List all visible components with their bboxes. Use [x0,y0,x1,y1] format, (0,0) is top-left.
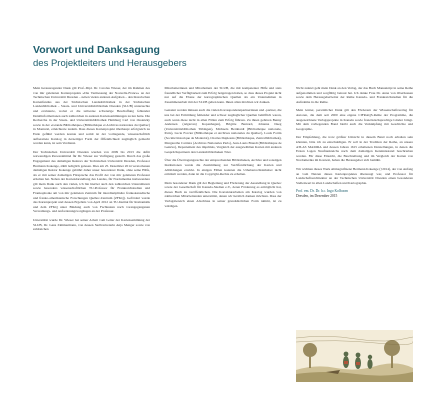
column-3 [296,86,413,386]
engraving-figure [296,330,413,382]
page-subtitle: des Projektleiters und Herausgebers [33,58,187,69]
signature-name: Prof. em. Dr. Dr. h.c. Ingo Kolboom [296,189,349,194]
paragraph: Mein herausragender Dank gilt Prof.-Dipl. Dr. Carolus Wieser, der im Rahmen des von mir geleiteten Kartenprojekts »Die Vermessung der Nouvelle-France« an der Technischen Universität Dresden – neben vielen anderen Aufgaben – den historischen Kartenfundus aus der Sächsischen Landesbibliothek in der Sächsischen Landesbibliothek – Staats- und Universitätsbibliothek Dresden (SLUB) untersuchte und evaluierte, wobei er die teilweise schwierige Beschaffung fehlender Detailinformationen auch zahlreichen in auderen Kartensammlungen zu tun hatte. Die Recherche in der Staats- und Universitätsbibliothek Hamburg Carl von Ossietzky sowie in der »Grande Bibliothèque« (Bibliothèque et Archives nationales du Québec) in Montréal, erleichterte zudem. Dass dieses Kartenprojekt überhaupt erfolgreich zu Ende geführt werden konnte und somit ist der vorliegende, wissenschaftlich aufbereitete Katalog in derzeitiger Form der Öffentlichkeit zugänglich gemacht werden kann, ist sein Verdienst. [33,86,150,146]
column-2 [165,86,282,386]
heading-block [33,44,413,70]
column-1 [33,86,150,386]
signature-block [296,189,413,199]
paragraph: Genannt werden müssen auch die vielen Korrespondenzpartnerinnen und -partner, die uns bei der Ermittlung fehlender und schwer zugänglicher Quellen behilflich waren, auch wenn diese nicht in allen Fällen zum Erfolg führten. Zu ihnen gehören Benny Andersen (Algarsvej Kopenhagen), Brigitte Bernard, Johanna Deeg (Universitätsbibliothek Tübingen), Michaela Bernhardt (Bibliothèque nationale, Paris), Lucie Forcier (Bibliothèque et Archives nationales du Québec), Louis Fortin (Société historique de Montréal), Charles Duplessis (Bibliothèque, Zentralbibliothek), Margaretha Carrière (Archives Nationales Paris), Jean-Louis Brandt (Bibliothèque de Genève), Departement des imprimés, Vergleich der ausgewählten Karten mit anderen Gesprächspartnern den Landesbibliotheken Trier. [164,108,282,154]
paragraph: Mein besonderer Dank gilt der Begleitung und Förderung der Ausstellung in Quebec sowie der Gesellschaft für Kanada-Studien e.V., deren Förderung es ermöglicht hat, dieses Buch zu veröffentlichen. Die Korrekturarbeiten am Katalog wurden von zahlreichen Mitarbeitenden unterstützt, denen wir herzlich danken möchten. Dass der Verlagsbereich einen Abschluss in seiner grundsätzlichen Form nimmt, ist zu würdigen. [164,180,282,208]
paragraph: Unterstützt wurde Dr. Wieser bei seiner Arbeit vom Leiter der Kartensammlung der SLUB, Dr. Gans Zimmermann, von dessen Stellvertreterin Anja Menger sowie von zahlreichen [33,218,150,232]
paragraph: Der Technischen Universität Dresden wurden von 2009 bis 2013 die dafür notwendigen Personalmittel für Dr. Wieser zur Verfügung gestellt. Durch das große Engagement des damaligen Rektors der Technischen Universität Dresden, Professor Hermann Kokenge, zählt lediglich gelesen. Dies am 25. Dezember 2014 verstorbenen damaligen Rektor Kokenge gebührt daher unser besonderer Dank, ohne seine Hilfe, als er mit seiner damaligen Fürsprache das Profil der von mir geleiteten Professur erhalten hat. Neben der Kartendarstellung des Landes, für Nordamerika insbesondere gilt mein Dank auch den vielen, ich bin hierbei auch den zahlreichen Unterstützern sowie besonders wissenschaftlichen TU-Professor für Frankreichstudien und Frankophonie am von mir geleiteten Zentrum für interdisziplinäre frankokanadische und franko-amerikanische Forschungen Québec-Zentrum (ZFKQ). Gefördert wurde das Kartenprojekt und dessen Ergebnis von April 2012 an TU-Institut für Romanistik und dem ZFKQ unter Bindung auch von Fachleuten nach vorangegangenen Verwaltungs- und Anforderungsvorgängen an der Professur. [33,149,150,214]
paragraph: Über die Übertragungsrechte der entsprechenden Bibliotheken, Archive und sonstigen Institutionen wurde die Zustimmung zur Veröffentlichung der Karten und Abbildungen erwirkt. In einigen Fällen konnten die Urheberrechtsinhaber nicht ermittelt werden, dann ist die Copyright-Rechte zu erhalten. [164,158,282,177]
historical-illustration [296,330,413,382]
paragraph: Mein letzter, persönlicher Dank gilt den Förderern der Wissenschaftsverlag für Autoren, die dem seit 2000 eine eigene CIFRAQS-Reihe der Programme, die ausgezeichnete Verlagsprojekte in Kanada sowie französischsprachige Länder bringt. Mit dem vorliegenden Band bleibt auch die Verknüpfung mit Geschichte und Geographie. [296,108,413,131]
paragraph: Mitarbeiterinnen und Mitarbeitern der SLUB, die mit kompetenter Hilfe und stets freundlicher Verfügbarkeit zum Erfolg beigetragen haben, so dass dieses Projekt nicht nur auf die Ebene der kartographischen Quellen als ein Unternehmen in Zusammenarbeit mit der SLUB gelten kann. Ihnen allen möchten wir danken. [164,86,282,104]
paragraph: Nicht zuletzt geht mein Dank an den Verlag, der das Buch Manuskript in seine Reihe aufgenommen und sorgfältig betreut hat. Ich danke Frau Dr. Anna von Oberhausen sowie dem Herausgeberbeirat der Reihe Kanada- und Frankreichstudien für die Aufnahme in die Reihe. [296,86,413,104]
page-title: Vorwort und Danksagung [33,44,160,56]
paragraph: Der Empfehlung, die trotz größter Umsicht in diesem Band noch erhalten sein könnten, bitte ich zu entschuldigen. Er soll in der Tradition der Reihe, an unsere ATLAS MAIORA und dessen Jahren 1615 erhaltenen Darstellungen, in denen die Ersten Lagen Neufrankreichs nach dem damaligen Kenntnisstand beschrieben werden. Für diese Einsicht, die Beschreibung und im Vergleich der Karten von Nordamerika im Kontext, haben die Herausgeber sich bemüht. [296,135,413,163]
paragraph: Wir widmen dieses Werk Altmagnifizenz Hermann Kokenge (†2014), der von Anfang an vom Nutzen dieses Kartenprojektes überzeugt war, und Professor für Landschaftsarchitektur an der Technischen Universität Dresden einen besonderen Stellenwert in allen Landschaften und Kartographie. [296,166,413,185]
signature-place-date: Dresden, im Dezember 2015 [296,194,338,199]
text-columns [33,86,413,386]
